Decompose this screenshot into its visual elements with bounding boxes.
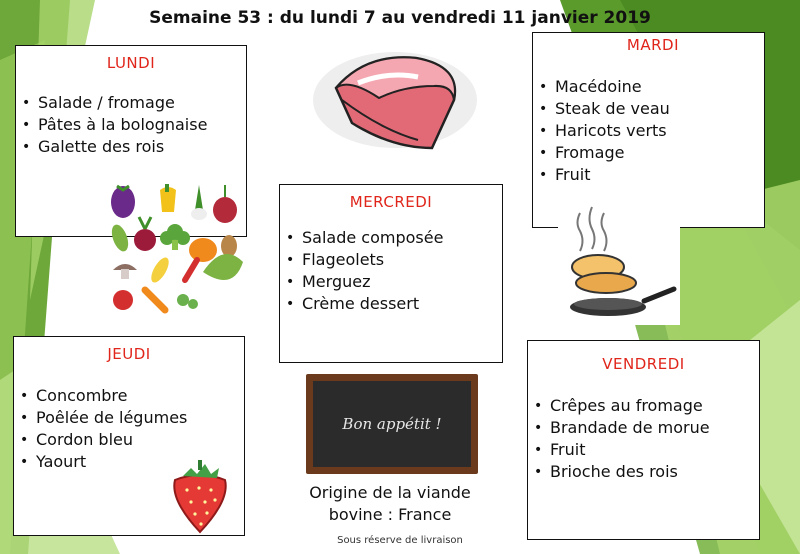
page-title: Semaine 53 : du lundi 7 au vendredi 11 janvier 2019 (149, 8, 651, 28)
chalkboard (313, 381, 471, 467)
meat-steak-icon (308, 48, 483, 156)
menu-item: • Haricots verts (533, 120, 764, 142)
menu-item: • Concombre (14, 385, 244, 407)
menu-item: • Brandade de morue (528, 417, 759, 439)
meat-origin-note (280, 482, 500, 526)
menu-item: • Galette des rois (16, 136, 246, 158)
menu-item: • Fromage (533, 142, 764, 164)
menu-item: • Crêpes au fromage (528, 395, 759, 417)
chalkboard-text: Bon appétit ! (342, 415, 442, 433)
day-label-jeudi: JEUDI (107, 345, 151, 363)
menu-box-mercredi (279, 184, 503, 363)
menu-item: • Merguez (280, 271, 502, 293)
vegetables-icon (105, 180, 245, 315)
menu-item: • Steak de veau (533, 98, 764, 120)
menu-box-mardi (532, 32, 765, 228)
strawberry-icon (165, 458, 235, 534)
menu-item: • Salade composée (280, 227, 502, 249)
day-label-mardi: MARDI (626, 36, 679, 54)
menu-item: • Salade / fromage (16, 92, 246, 114)
menu-item: • Pâtes à la bolognaise (16, 114, 246, 136)
menu-item: • Brioche des rois (528, 461, 759, 483)
menu-item: • Crème dessert (280, 293, 502, 315)
menu-item: • Cordon bleu (14, 429, 244, 451)
day-label-vendredi: VENDREDI (602, 355, 685, 373)
delivery-note: Sous réserve de livraison (337, 535, 463, 546)
crepe-pan-icon (558, 205, 680, 325)
chalkboard-icon (306, 374, 478, 474)
menu-item: • Fruit (533, 164, 764, 186)
day-label-lundi: LUNDI (106, 54, 156, 72)
menu-item: • Poêlée de légumes (14, 407, 244, 429)
origin-line-1: Origine de la viande (309, 483, 471, 502)
origin-line-2: bovine : France (328, 505, 452, 524)
menu-item: • Fruit (528, 439, 759, 461)
menu-item: • Flageolets (280, 249, 502, 271)
menu-box-vendredi (527, 340, 760, 540)
day-label-mercredi: MERCREDI (349, 193, 433, 211)
menu-item: • Macédoine (533, 76, 764, 98)
menu-item: • Yaourt (14, 451, 244, 473)
